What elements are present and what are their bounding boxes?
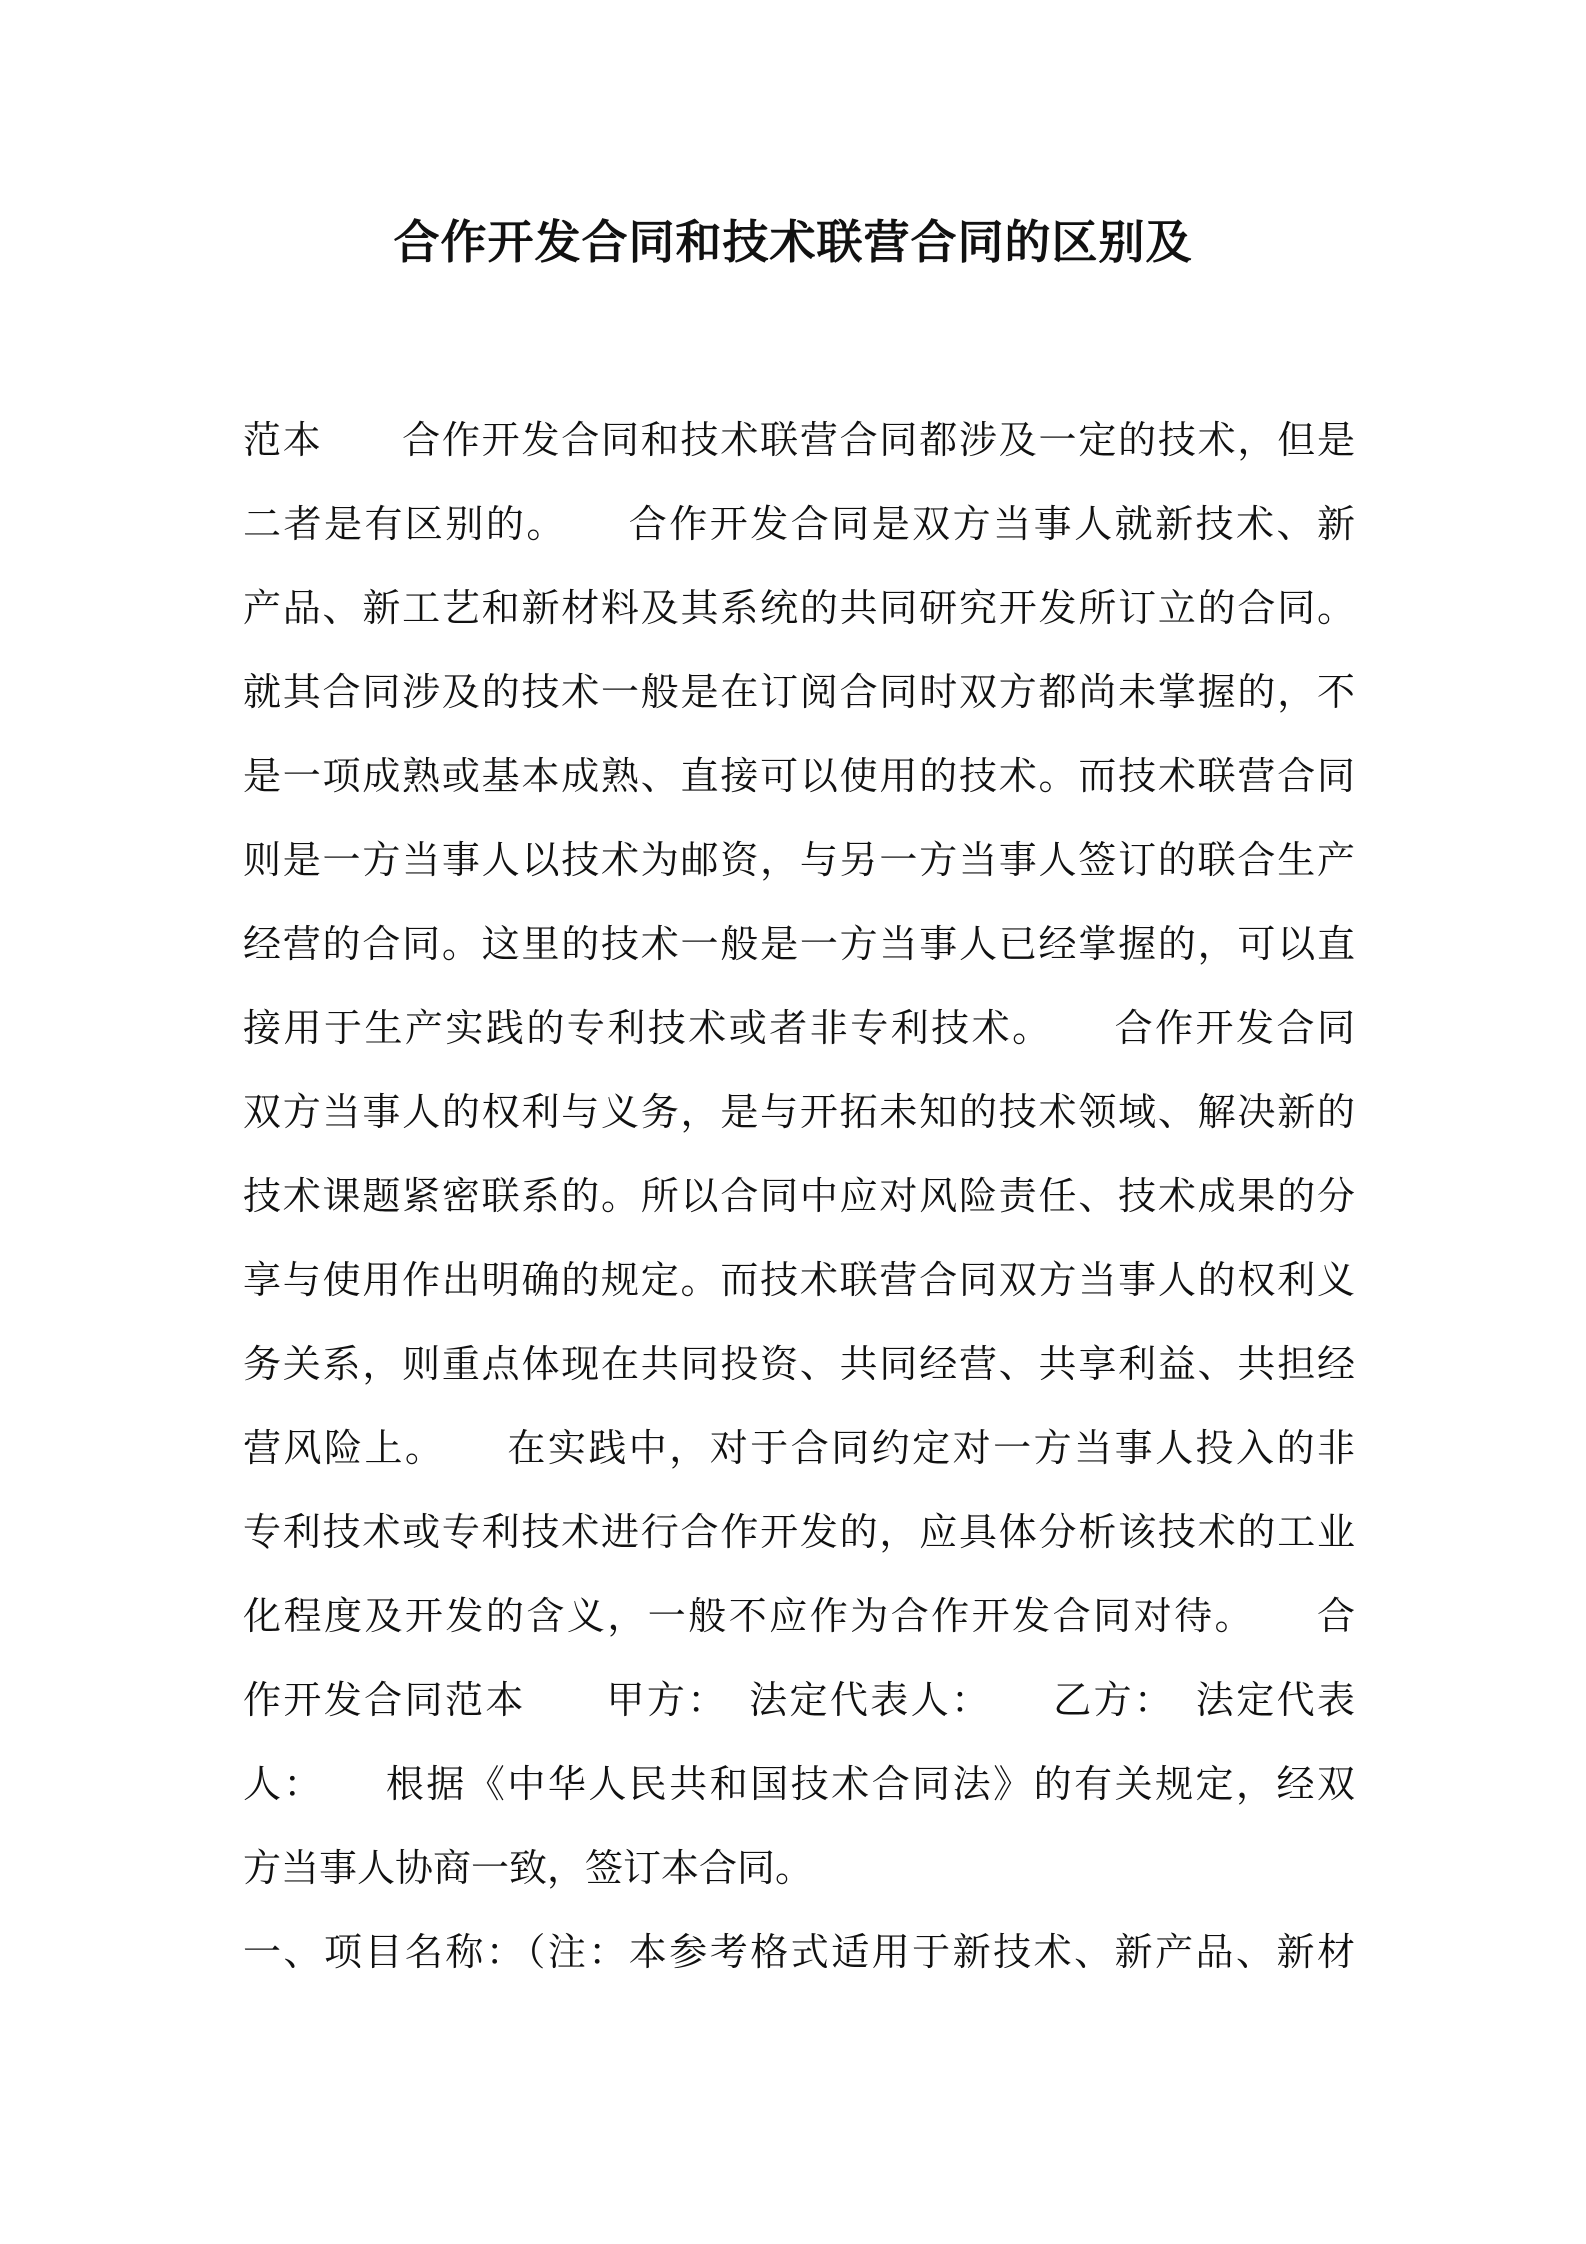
body-line: 化程度及开发的含义，一般不应作为合作开发合同对待。 合	[243, 1594, 1355, 1638]
body-line: 一、项目名称：（注：本参考格式适用于新技术、新产品、新材	[243, 1930, 1355, 1974]
body-line: 营风险上。 在实践中，对于合同约定对一方当事人投入的非	[243, 1426, 1355, 1470]
body-line: 作开发合同范本 甲方： 法定代表人： 乙方： 法定代表	[243, 1678, 1355, 1722]
body-line: 专利技术或专利技术进行合作开发的，应具体分析该技术的工业	[243, 1510, 1355, 1554]
body-line: 就其合同涉及的技术一般是在订阅合同时双方都尚未掌握的，不	[243, 670, 1355, 714]
body-line: 则是一方当事人以技术为邮资，与另一方当事人签订的联合生产	[243, 838, 1355, 882]
body-line: 方当事人协商一致，签订本合同。	[243, 1846, 814, 1890]
body-line: 二者是有区别的。 合作开发合同是双方当事人就新技术、新	[243, 502, 1355, 546]
body-line: 是一项成熟或基本成熟、直接可以使用的技术。而技术联营合同	[243, 754, 1355, 798]
body-line: 双方当事人的权利与义务，是与开拓未知的技术领域、解决新的	[243, 1090, 1355, 1134]
body-line: 人： 根据《中华人民共和国技术合同法》的有关规定，经双	[243, 1762, 1355, 1806]
body-line: 范本 合作开发合同和技术联营合同都涉及一定的技术，但是	[243, 418, 1355, 462]
body-line: 接用于生产实践的专利技术或者非专利技术。 合作开发合同	[243, 1006, 1355, 1050]
document-title: 合作开发合同和技术联营合同的区别及	[393, 215, 1193, 269]
body-line: 产品、新工艺和新材料及其系统的共同研究开发所订立的合同。	[243, 586, 1355, 630]
body-line: 享与使用作出明确的规定。而技术联营合同双方当事人的权利义	[243, 1258, 1355, 1302]
document-body	[243, 398, 1355, 1994]
body-line: 经营的合同。这里的技术一般是一方当事人已经掌握的，可以直	[243, 922, 1355, 966]
body-line: 技术课题紧密联系的。所以合同中应对风险责任、技术成果的分	[243, 1174, 1355, 1218]
body-line: 务关系，则重点体现在共同投资、共同经营、共享利益、共担经	[243, 1342, 1355, 1386]
